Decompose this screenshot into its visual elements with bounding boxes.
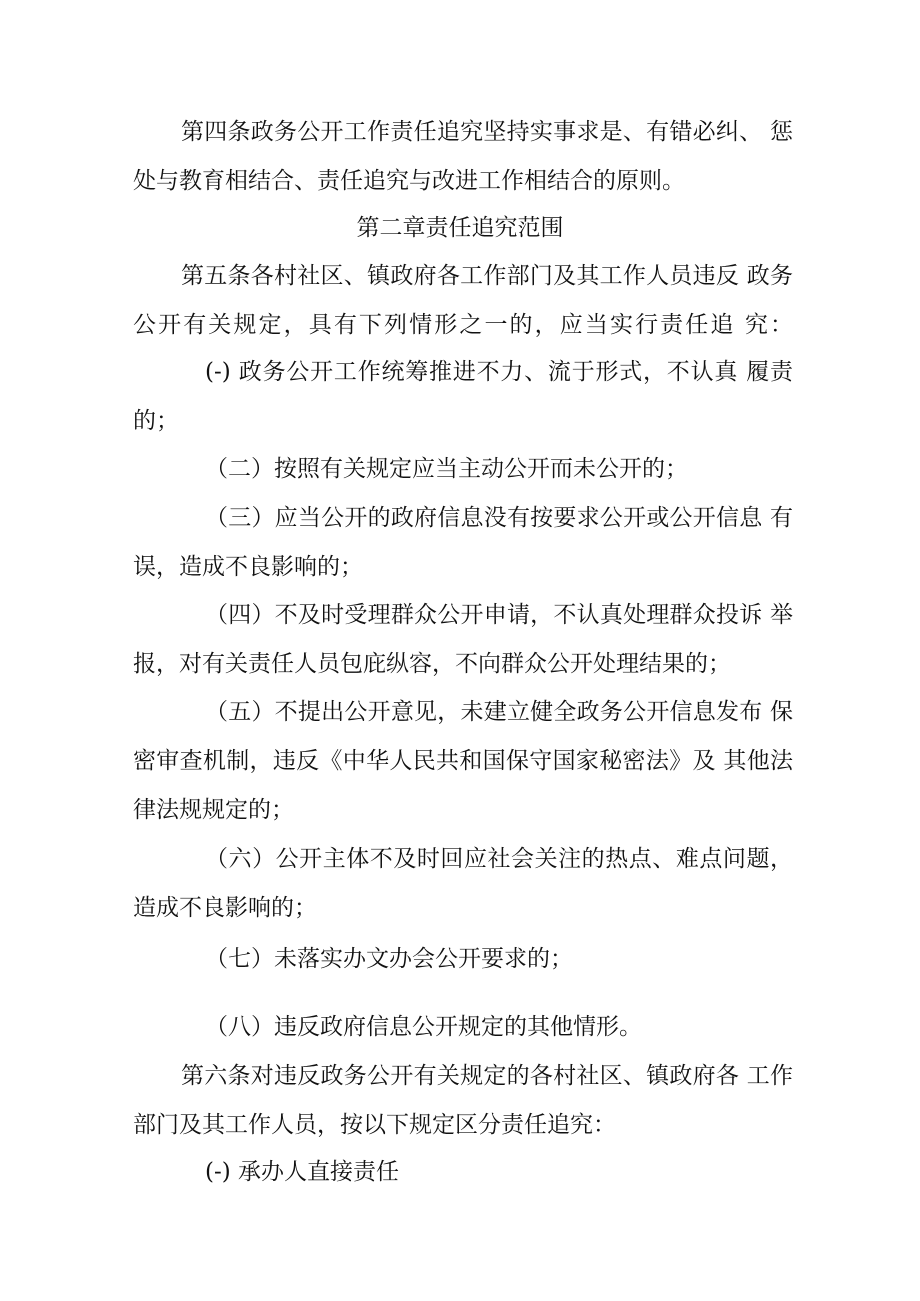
article-6-line-1: 第六条对违反政务公开有关规定的各村社区、镇政府各 工作 — [181, 1063, 793, 1089]
item-1-line-2: 的； — [133, 408, 179, 434]
item-6-line-2: 造成不良影响的； — [133, 895, 317, 921]
item-3-line-1: （三）应当公开的政府信息没有按要求公开或公开信息 有 — [205, 505, 793, 531]
item-7-line-1: （七）未落实办文办会公开要求的； — [205, 946, 573, 972]
item-4-line-1: （四）不及时受理群众公开申请，不认真处理群众投诉 举 — [205, 602, 793, 628]
item-5-line-2: 密审查机制，违反《中华人民共和国保守国家秘密法》及 其他法 — [133, 748, 793, 774]
item-5-line-3: 律法规规定的； — [133, 797, 294, 823]
item-2-line-1: （二）按照有关规定应当主动公开而未公开的； — [205, 456, 688, 482]
article-4-line-1: 第四条政务公开工作责任追究坚持实事求是、有错必纠、 惩 — [181, 119, 793, 145]
item-1-line-1: (-) 政务公开工作统筹推进不力、流于形式，不认真 履责 — [205, 359, 793, 385]
item-3-line-2: 误，造成不良影响的； — [133, 554, 363, 580]
article-6-item-1: (-) 承办人直接责任 — [205, 1159, 400, 1185]
chapter-2-heading: 第二章责任追究范围 — [356, 215, 564, 241]
item-5-line-1: （五）不提出公开意见，未建立健全政务公开信息发布 保 — [205, 699, 793, 725]
article-4-line-2: 处与教育相结合、责任追究与改进工作相结合的原则。 — [133, 168, 685, 194]
article-5-line-1: 第五条各村社区、镇政府各工作部门及其工作人员违反 政务 — [181, 263, 793, 289]
article-5-line-2: 公开有关规定，具有下列情形之一的，应当实行责任追 究： — [133, 312, 793, 338]
item-8-line-1: （八）违反政府信息公开规定的其他情形。 — [205, 1014, 642, 1040]
item-6-line-1: （六）公开主体不及时回应社会关注的热点、难点问题， — [205, 846, 793, 872]
article-6-line-2: 部门及其工作人员，按以下规定区分责任追究： — [133, 1112, 616, 1138]
item-4-line-2: 报，对有关责任人员包庇纵容，不向群众公开处理结果的； — [133, 651, 731, 677]
